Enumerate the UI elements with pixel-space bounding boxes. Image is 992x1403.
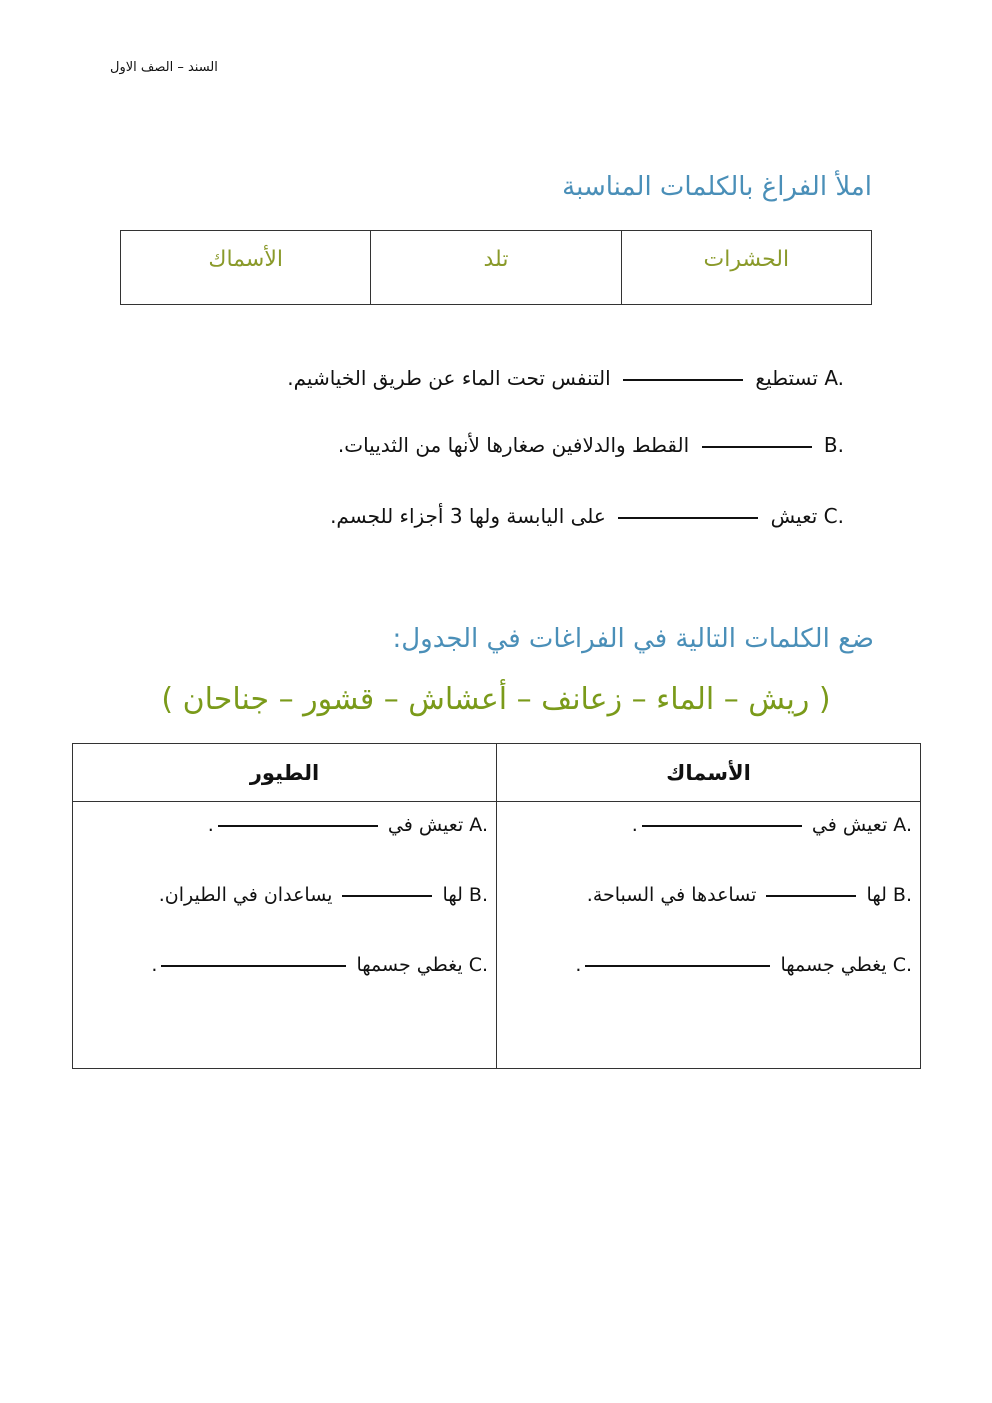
line-letter: B.	[468, 884, 488, 906]
question-a	[287, 366, 844, 390]
answer-blank[interactable]	[642, 825, 802, 827]
question-letter: C.	[823, 504, 844, 528]
line-letter: B.	[892, 884, 912, 906]
question-b	[338, 433, 844, 457]
question-text-before: تستطيع	[755, 366, 818, 390]
birds-cell	[73, 802, 497, 1069]
line-text-before: لها	[442, 884, 463, 906]
section1-title: املأ الفراغ بالكلمات المناسبة	[562, 172, 872, 202]
question-text-before: تعيش	[770, 504, 818, 528]
fish-cell	[497, 802, 921, 1069]
word-list: ( ريش – الماء – زعانف – أعشاش – قشور – جناحان )	[161, 682, 831, 717]
birds-line-a	[81, 808, 488, 878]
question-c	[330, 504, 844, 528]
header-note: السند – الصف الاول	[110, 60, 218, 75]
answer-blank[interactable]	[585, 965, 770, 967]
fish-line-c	[505, 948, 912, 1018]
line-letter: A.	[893, 814, 912, 836]
question-text-after: التنفس تحت الماء عن طريق الخياشيم.	[287, 366, 611, 390]
column-header-fish: الأسماك	[497, 744, 921, 802]
line-text-before: تعيش في	[387, 814, 464, 836]
line-text-before: تعيش في	[811, 814, 888, 836]
answer-blank[interactable]	[218, 825, 378, 827]
column-header-birds: الطيور	[73, 744, 497, 802]
answer-blank[interactable]	[702, 446, 812, 448]
line-text-after: .	[631, 814, 638, 836]
question-letter: B.	[823, 433, 844, 457]
line-text-before: يغطي جسمها	[356, 954, 463, 976]
fish-line-a	[505, 808, 912, 878]
word-bank-cell: تلد	[371, 231, 621, 305]
line-letter: A.	[469, 814, 488, 836]
word-bank-cell: الحشرات	[621, 231, 871, 305]
section2-title: ضع الكلمات التالية في الفراغات في الجدول:	[392, 624, 874, 654]
line-text-after: .	[151, 954, 158, 976]
word-bank-cell: الأسماك	[121, 231, 371, 305]
question-letter: A.	[824, 366, 844, 390]
birds-line-b	[81, 878, 488, 948]
birds-line-c	[81, 948, 488, 1018]
line-text-after: .	[575, 954, 582, 976]
line-text-before: لها	[866, 884, 887, 906]
sorting-table	[72, 743, 921, 1069]
line-text-after: يساعدان في الطيران.	[158, 884, 333, 906]
answer-blank[interactable]	[161, 965, 346, 967]
answer-blank[interactable]	[766, 895, 856, 897]
line-letter: C.	[468, 954, 488, 976]
word-bank-table	[120, 230, 872, 305]
line-text-after: .	[207, 814, 214, 836]
question-text-after: على اليابسة ولها 3 أجزاء للجسم.	[330, 504, 606, 528]
answer-blank[interactable]	[342, 895, 432, 897]
line-text-after: تساعدها في السباحة.	[586, 884, 757, 906]
line-letter: C.	[892, 954, 912, 976]
fish-line-b	[505, 878, 912, 948]
line-text-before: يغطي جسمها	[780, 954, 887, 976]
answer-blank[interactable]	[623, 379, 743, 381]
answer-blank[interactable]	[618, 517, 758, 519]
question-text-after: القطط والدلافين صغارها لأنها من الثدييات.	[337, 433, 690, 457]
